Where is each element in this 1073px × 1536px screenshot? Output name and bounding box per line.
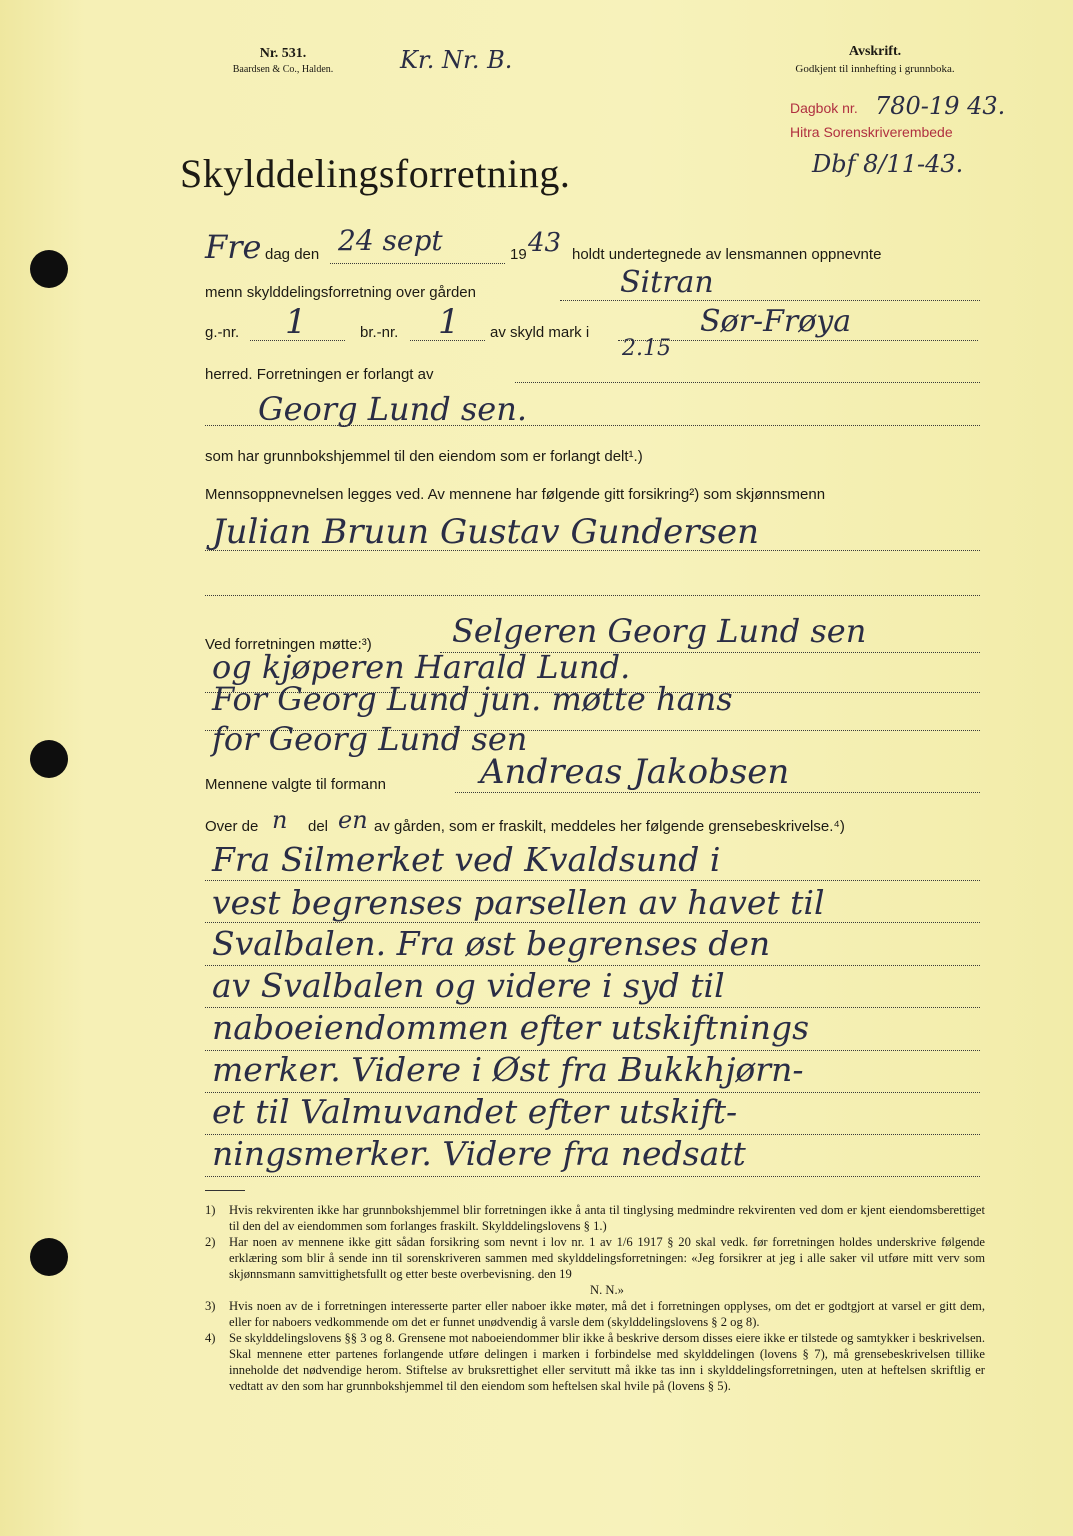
- hw-farm: Sitran: [620, 265, 714, 300]
- label-grense: av gården, som er fraskilt, meddeles her følgende grensebeskrivelse.⁴): [374, 818, 845, 835]
- label-line2: menn skylddelingsforretning over gården: [205, 284, 476, 301]
- dagbok-stamp-label: Dagbok nr.: [790, 100, 858, 116]
- top-handwritten-note: Kr. Nr. B.: [400, 46, 513, 74]
- fill-line: [250, 340, 345, 341]
- hw-gnr: 1: [285, 302, 307, 342]
- hw-herred-value: Sør-Frøya: [700, 304, 852, 339]
- approval-text: Godkjent til innhefting i grunnboka.: [795, 63, 955, 75]
- hw-desc-line: merker. Videre i Øst fra Bukkhjørn-: [212, 1050, 804, 1089]
- fill-line: [330, 263, 505, 264]
- hw-requester: Georg Lund sen.: [258, 390, 527, 428]
- hw-brnr: 1: [438, 302, 460, 342]
- publisher: Baardsen & Co., Halden.: [232, 64, 334, 75]
- footnote-number: 4): [205, 1331, 216, 1345]
- label-mote: Ved forretningen møtte:³): [205, 636, 372, 653]
- form-header-left: [198, 46, 368, 75]
- label-over-de: Over de: [205, 818, 259, 835]
- hw-day-prefix: Fre: [205, 228, 262, 266]
- label-brnr: br.-nr.: [360, 324, 399, 341]
- office-stamp: Hitra Sorenskriverembede: [790, 124, 953, 140]
- fill-line: [205, 550, 980, 551]
- fill-line: [410, 340, 485, 341]
- hw-men: Julian Bruun Gustav Gundersen: [212, 512, 760, 552]
- label-del: del: [308, 818, 329, 835]
- fill-line: [560, 300, 980, 301]
- hw-desc-line: et til Valmuvandet efter utskift-: [212, 1092, 738, 1131]
- hw-year: 43: [528, 228, 562, 258]
- footnote-signature: [205, 1282, 985, 1298]
- copy-label: Avskrift.: [848, 44, 902, 59]
- hw-attendee-4: for Georg Lund sen: [212, 720, 528, 758]
- footnote-number: 1): [205, 1203, 216, 1217]
- footnote: [205, 1234, 985, 1282]
- fill-line: [205, 595, 980, 596]
- dagbok-number: 780-19 43.: [875, 92, 1006, 120]
- fill-line: [205, 425, 980, 426]
- footnote: [205, 1298, 985, 1330]
- fill-line: [205, 1176, 980, 1177]
- form-number: Nr. 531.: [259, 46, 307, 61]
- footnote: [205, 1330, 985, 1394]
- footnote-separator: [205, 1190, 245, 1191]
- hw-attendee-2: og kjøperen Harald Lund.: [212, 648, 631, 686]
- binder-hole: [30, 1238, 68, 1276]
- fill-line: [515, 382, 980, 383]
- hw-attendee-1: Selgeren Georg Lund sen: [452, 612, 867, 650]
- label-skyld: av skyld mark i: [490, 324, 590, 341]
- document-title: Skylddelingsforretning.: [180, 151, 571, 196]
- fill-line: [455, 792, 980, 793]
- fill-line: [205, 922, 980, 923]
- hw-desc-line: av Svalbalen og videre i syd til: [212, 966, 725, 1005]
- footnote: [205, 1202, 985, 1234]
- label-formann: Mennene valgte til formann: [205, 776, 386, 793]
- hw-de-suffix: n: [272, 806, 288, 834]
- hw-desc-line: Fra Silmerket ved Kvaldsund i: [212, 840, 721, 879]
- label-grunnbok: som har grunnbokshjemmel til den eiendom som er forlangt delt¹.): [205, 448, 643, 465]
- fill-line: [618, 340, 978, 341]
- footnote-text: N. N.»: [590, 1283, 624, 1297]
- form-header-right: [760, 44, 990, 75]
- hw-attendee-3: For Georg Lund jun. møtte hans: [212, 680, 733, 718]
- footnote-text: Har noen av mennene ikke gitt sådan forsikring som nevnt i lov nr. 1 av 1/6 1917 § 20 skal vedk. før forretningen holdes underskrive følgende erklæring som blir å sende inn til sorenskriveren sammen med skylddelingsforretningen: «Jeg forsikrer at jeg i alle saker vil utføre mitt verv som skjønnsmann samvittighetsfullt og etter beste overbevisning. den 19: [229, 1235, 985, 1281]
- label-gnr: g.-nr.: [205, 324, 240, 341]
- footnotes: [205, 1202, 985, 1394]
- label-dag-den: dag den: [265, 246, 320, 263]
- dbf-annotation: Dbf 8/11-43.: [812, 150, 964, 178]
- hw-desc-line: naboeiendommen efter utskiftnings: [212, 1008, 810, 1047]
- footnote-number: 3): [205, 1299, 216, 1313]
- footnote-text: Se skylddelingslovens §§ 3 og 8. Grensene mot naboeiendommer blir ikke å beskrive dersom disses eiere ikke er tilstede og samtykker i beskrivelsen. Skal mennene etter partenes forlangende utføre delingen i marken i forbindelse med skylddelingen (lovens § 7), må grensebeskrivelsen tillike inneholde det nødvendige herom. Stiftelse av bruksrettighet eller servitutt må ikke tas inn i skylddelingsforretningen, uten at heftelsen skriftlig er vedtatt av den som har grunnbokshjemmel til den eiendom som heftelsen skal hvile på (lovens § 5).: [229, 1331, 985, 1393]
- label-line1-rest: holdt undertegnede av lensmannen oppnevnte: [572, 246, 882, 263]
- label-herred: herred. Forretningen er forlangt av: [205, 366, 434, 383]
- fill-line: [205, 880, 980, 881]
- binder-hole: [30, 740, 68, 778]
- hw-desc-line: ningsmerker. Videre fra nedsatt: [212, 1134, 746, 1173]
- label-menn: Mennsoppnevnelsen legges ved. Av mennene har følgende gitt forsikring²) som skjønnsmenn: [205, 486, 826, 503]
- hw-desc-line: vest begrenses parsellen av havet til: [212, 883, 825, 922]
- hw-chairman: Andreas Jakobsen: [480, 752, 790, 792]
- footnote-text: Hvis rekvirenten ikke har grunnbokshjemmel blir forretningen ikke å anta til tinglysing medmindre rekvirenten ved dom er kjent eiendomsberettiget til den del av eiendommen som forlanges fraskilt. Skylddelingslovens § 1.): [229, 1203, 985, 1233]
- hw-desc-line: Svalbalen. Fra øst begrenses den: [212, 924, 771, 963]
- hw-skyld-value: 2.15: [622, 336, 671, 361]
- binder-hole: [30, 250, 68, 288]
- hw-del-suffix: en: [338, 806, 368, 834]
- hw-date: 24 sept: [338, 224, 443, 257]
- label-year-prefix: 19: [510, 246, 527, 263]
- footnote-number: 2): [205, 1235, 216, 1249]
- footnote-text: Hvis noen av de i forretningen interesserte parter eller naboer ikke møter, må det i forretningen opplyses, om det er godtgjort at varsel er gitt dem, eller for naboers vedkommende om det er funnet unødvendig å varsle dem (skylddelingslovens § 2 og 8).: [229, 1299, 985, 1329]
